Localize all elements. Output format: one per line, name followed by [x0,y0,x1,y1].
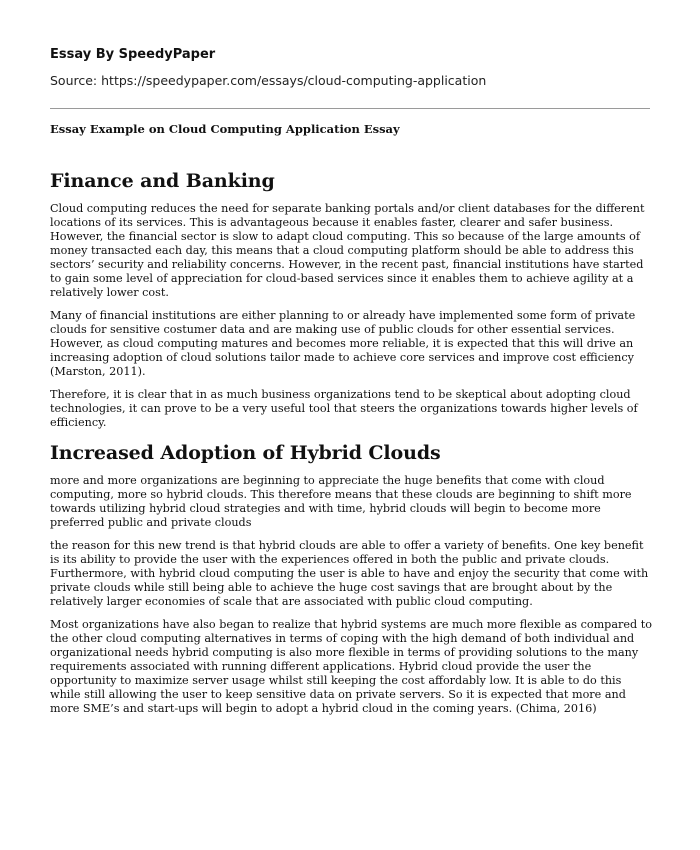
paragraph: the reason for this new trend is that hybrid clouds are able to offer a variety of benefits. One key benefit is its ability to provide the user with the experiences offered in both the public and private clouds. Furthermore, with hybrid cloud computing the user is able to have and enjoy the security that come with private clouds while still being able to achieve the huge cost savings that are brought about by the relatively larger economies of scale that are associated with public cloud computing. [50,539,649,608]
section-hybrid-clouds [50,442,652,716]
paragraph: more and more organizations are beginning to appreciate the huge benefits that come with cloud computing, more so hybrid clouds. This therefore means that these clouds are beginning to shift more towards utilizing hybrid cloud strategies and with time, hybrid clouds will begin to become more preferred public and private clouds [50,474,632,529]
section-heading: Finance and Banking [50,170,275,192]
brand-title: Essay By SpeedyPaper [50,47,216,62]
paragraph: Most organizations have also began to realize that hybrid systems are much more flexible as compared to the other cloud computing alternatives in terms of coping with the high demand of both individual and organizational needs hybrid computing is also more flexible in terms of providing solutions to the many requirements associated with running different applications. Hybrid cloud provide the user the opportunity to maximize server usage whilst still keeping the cost affordably low. It is able to do this while still allowing the user to keep sensitive data on private servers. So it is expected that more and more SME’s and start-ups will begin to adopt a hybrid cloud in the coming years. (Chima, 2016) [50,618,652,715]
section-heading: Increased Adoption of Hybrid Clouds [50,442,441,464]
source-line: Source: https://speedypaper.com/essays/cloud-computing-application [50,73,487,88]
paragraph: Many of financial institutions are either planning to or already have implemented some form of private clouds for sensitive costumer data and are making use of public clouds for other essential services. However, as cloud computing matures and becomes more reliable, it is expected that this will drive an increasing adoption of cloud solutions tailor made to achieve core services and improve cost efficiency (Marston, 2011). [50,309,636,378]
section-finance-banking [50,170,652,430]
paragraph: Therefore, it is clear that in as much business organizations tend to be skeptical about adopting cloud technologies, it can prove to be a very useful tool that steers the organizations towards higher levels of efficiency. [50,388,638,429]
essay-title: Essay Example on Cloud Computing Application Essay [50,122,400,136]
header-divider [50,108,650,109]
paragraph: Cloud computing reduces the need for separate banking portals and/or client databases for the different locations of its services. This is advantageous because it enables faster, clearer and safer business. However, the financial sector is slow to adapt cloud computing. This so because of the large amounts of money transacted each day, this means that a cloud computing platform should be able to address this sectors’ security and reliability concerns. However, in the recent past, financial institutions have started to gain some level of appreciation for cloud-based services since it enables them to achieve agility at a relatively lower cost. [50,202,645,299]
essay-body [50,170,652,725]
